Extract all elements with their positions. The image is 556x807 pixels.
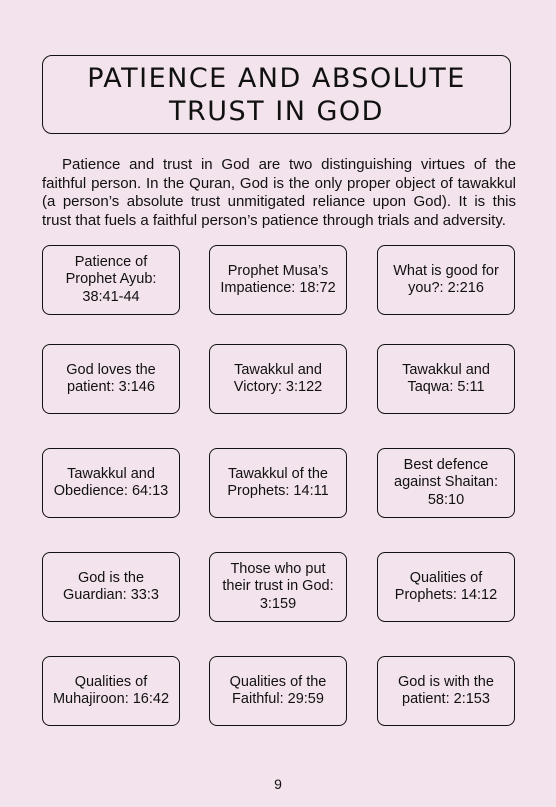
topic-card-tawakkul-and-obedience[interactable] <box>42 448 180 518</box>
topic-card-what-is-good-for-you[interactable] <box>377 245 515 315</box>
topic-card-label: What is good for you?: 2:216 <box>393 262 499 296</box>
topic-card-label: Qualities of the Faithful: 29:59 <box>229 673 327 707</box>
topic-card-label: Patience of Prophet Ayub: 38:41-44 <box>65 253 157 305</box>
topic-card-tawakkul-and-victory[interactable] <box>209 344 347 414</box>
topic-card-label: Tawakkul and Victory: 3:122 <box>233 361 323 395</box>
topic-card-god-is-the-guardian[interactable] <box>42 552 180 622</box>
topic-card-tawakkul-of-the-prophets[interactable] <box>209 448 347 518</box>
page-title-line-2: TRUST IN GOD <box>169 95 384 127</box>
topic-card-label: Qualities of Muhajiroon: 16:42 <box>52 673 170 707</box>
page-title-line-1: PATIENCE AND ABSOLUTE <box>87 62 466 94</box>
topic-card-label: Tawakkul and Taqwa: 5:11 <box>402 361 490 395</box>
topic-card-god-is-with-the-patient[interactable] <box>377 656 515 726</box>
intro-paragraph: Patience and trust in God are two distinguishing virtues of the faithful person. In the Quran, God is the only proper object of tawakkul (a person’s absolute trust unmitigated reliance upon God). It is this trust that fuels a faithful person’s patience through trials and adversity. <box>42 156 516 229</box>
topic-card-label: God is with the patient: 2:153 <box>398 673 494 707</box>
topic-card-label: God loves the patient: 3:146 <box>66 361 156 395</box>
page-number: 9 <box>274 776 282 792</box>
topic-card-label: Best defence against Shaitan: 58:10 <box>394 456 498 508</box>
topic-card-label: Qualities of Prophets: 14:12 <box>394 569 498 603</box>
topic-card-qualities-of-prophets[interactable] <box>377 552 515 622</box>
topic-card-qualities-of-the-faithful[interactable] <box>209 656 347 726</box>
topic-card-patience-of-prophet-ayub[interactable] <box>42 245 180 315</box>
topic-card-label: God is the Guardian: 33:3 <box>63 569 159 603</box>
topic-card-label: Tawakkul of the Prophets: 14:11 <box>227 465 329 499</box>
topic-card-god-loves-the-patient[interactable] <box>42 344 180 414</box>
topic-card-qualities-of-muhajiroon[interactable] <box>42 656 180 726</box>
topic-card-best-defence-against-shaitan[interactable] <box>377 448 515 518</box>
topic-card-prophet-musas-impatience[interactable] <box>209 245 347 315</box>
topic-card-label: Those who put their trust in God: 3:159 <box>222 560 334 612</box>
topic-card-label: Prophet Musa’s Impatience: 18:72 <box>220 262 336 296</box>
topic-card-tawakkul-and-taqwa[interactable] <box>377 344 515 414</box>
title-box <box>42 55 511 134</box>
topic-card-those-who-put-their-trust[interactable] <box>209 552 347 622</box>
topic-card-label: Tawakkul and Obedience: 64:13 <box>53 465 169 499</box>
